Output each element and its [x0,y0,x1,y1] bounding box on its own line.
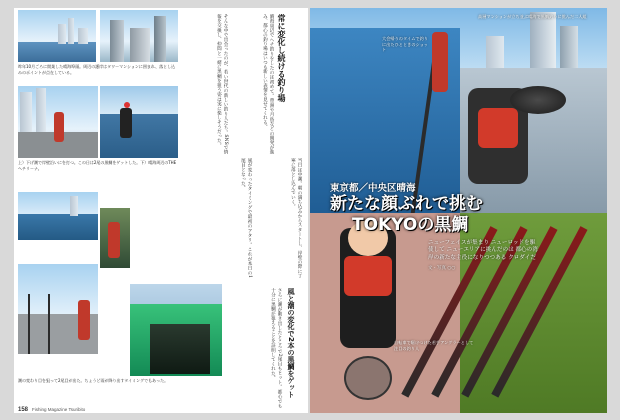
location-label: 東京都／中央区晴海 [330,183,416,194]
photo-wall-green [130,284,222,376]
magazine-name: Fishing Magazine Tsuribito [32,407,86,412]
body-col-3: 当日は中潮。朝の満ち込みからスタートし、岸壁の際に丁寧に落とし込んでいく。 [290,158,302,278]
photo-boardwalk [18,264,98,354]
photo-angler-pier [100,86,178,158]
photo-angler-walkway [18,86,98,158]
page-number: 158 [18,407,29,413]
angler-sitting [340,228,396,348]
left-page [14,8,308,413]
photo-harbor-skyline [18,10,96,62]
right-page [310,8,607,413]
byline: 文・写真 ○○ [428,266,456,272]
body-col-4: 風が変わったタイミングで最初のアタリ。これが本日の1尾目となった。 [240,158,252,278]
fish-icon [510,86,566,114]
photo-wading [100,208,130,268]
caption-2: 上）下げ潮で岸壁沿いにを打つ。この日は2尾の黒鯛をゲットした。下）晴海周辺のTHE ヘチリーナ。 [18,160,177,171]
note-bottom: 自転車で駆けつけた若手アングラーとして注目の釣り人 [394,340,474,351]
lead-body: ニューフェイスが集まり ニューロッドを駆使して ニューエリアに挑んだのは 都心の湾岸の新たな主役になりつつある クロダイだ [428,240,538,261]
photo-tower-block [100,10,178,62]
caption-5: 潮の変わり目を狙って2尾目が出た。ちょうど雨が降り出すタイミングでもあった。 [18,378,169,383]
photo-canal [18,192,98,240]
note-left: 大会帰りのタイムで釣りに出たひとときのショット [382,36,428,53]
page-footer [18,407,85,413]
note-top: 高層マンションが立ち並ぶ晴海で黒鯛釣りに挑んだ二人組 [478,14,587,19]
landing-net [344,356,392,400]
body-col-1: 晴海周辺でヘチ釣りをしたのは初めて。豊洲や月島などの開発が進み、都心の釣り場はいつも新しい表情を見せてくれる。 [262,14,274,154]
title-line-2: TOKYOの黒鯛 [352,215,469,235]
heading-wind-and-tide: 風と潮の変化で2本の黒鯛をゲット [287,288,295,398]
title-line-1: 新たな顔ぶれで挑む [330,194,483,214]
angler-standing [432,32,448,92]
heading-ever-changing: 常に変化し続ける釣り場 [277,14,286,102]
caption-1: 昨年10月ごろに開業した晴海埠頭。周辺の護岸はタワーマンションに囲まれ、落とし込みのポイントが点在している。 [18,64,176,75]
body-col-5: さらに潮が動き出したところで2尾目もヒット。都心でも十分に黒鯛が狙えることを証明してくれた。 [270,288,282,408]
title-block [330,180,483,236]
lead-text [428,240,540,273]
body-col-2: そんな中で出会ったのが、若い世代の新しい釣り人たち。SNSで情報を交換し、仲間と一緒に黒鯛を狙う姿は実に楽しそうだった。 [216,14,228,154]
